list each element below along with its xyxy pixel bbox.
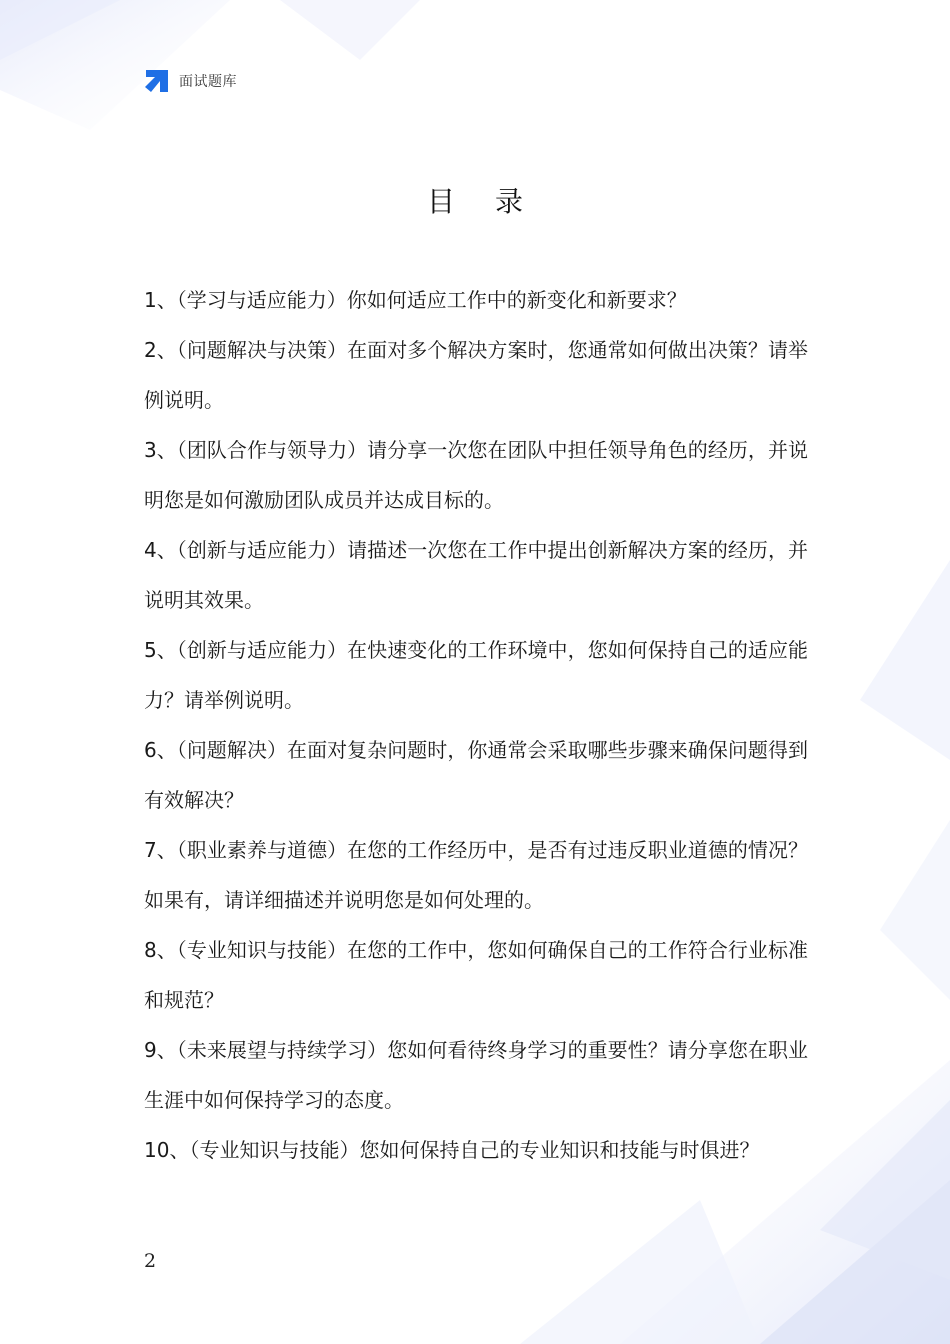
page-number: 2 xyxy=(144,1250,157,1272)
arrow-up-right-icon xyxy=(144,68,170,94)
toc-item: 4、（创新与适应能力）请描述一次您在工作中提出创新解决方案的经历，并说明其效果。 xyxy=(144,538,808,612)
header xyxy=(144,68,237,94)
toc-item: 8、（专业知识与技能）在您的工作中，您如何确保自己的工作符合行业标准和规范？ xyxy=(144,938,808,1012)
toc-item: 3、（团队合作与领导力）请分享一次您在团队中担任领导角色的经历，并说明您是如何激励团队成员并达成目标的。 xyxy=(144,438,808,512)
toc-item: 6、（问题解决）在面对复杂问题时，你通常会采取哪些步骤来确保问题得到有效解决？ xyxy=(144,738,808,812)
toc-item: 7、（职业素养与道德）在您的工作经历中，是否有过违反职业道德的情况？如果有，请详细描述并说明您是如何处理的。 xyxy=(144,838,808,912)
toc-item: 5、（创新与适应能力）在快速变化的工作环境中，您如何保持自己的适应能力？请举例说明。 xyxy=(144,638,808,712)
brand-name: 面试题库 xyxy=(179,74,237,90)
toc-item: 2、（问题解决与决策）在面对多个解决方案时，您通常如何做出决策？请举例说明。 xyxy=(144,338,808,412)
page-title: 目录 xyxy=(426,185,563,218)
table-of-contents xyxy=(144,275,808,1175)
toc-item: 1、（学习与适应能力）你如何适应工作中的新变化和新要求？ xyxy=(144,288,687,312)
toc-item: 10、（专业知识与技能）您如何保持自己的专业知识和技能与时俱进？ xyxy=(144,1138,760,1162)
toc-item: 9、（未来展望与持续学习）您如何看待终身学习的重要性？请分享您在职业生涯中如何保持学习的态度。 xyxy=(144,1038,808,1112)
